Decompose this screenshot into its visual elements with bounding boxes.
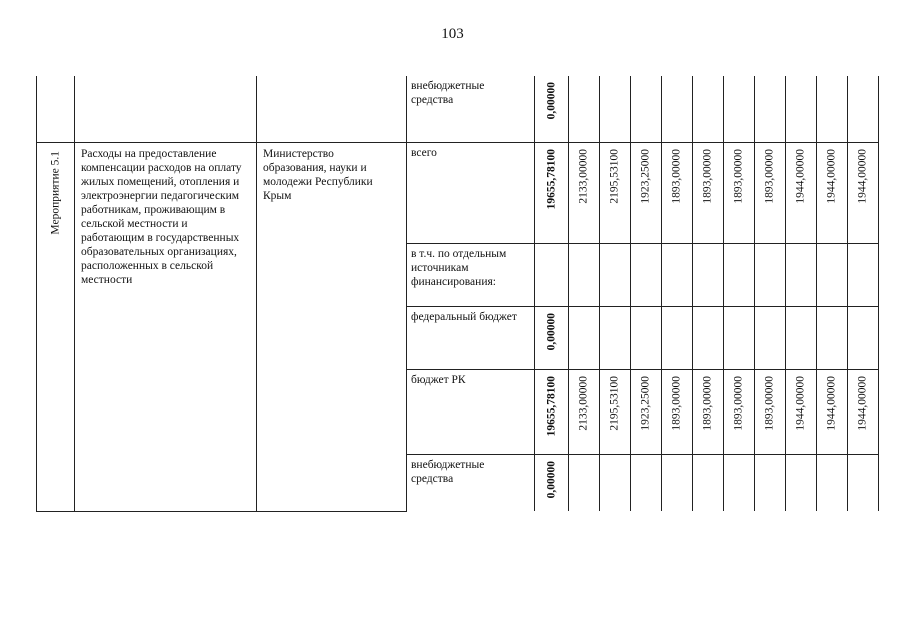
year-value: 1893,00000 [732,376,745,431]
executor-cell-continued [257,76,407,143]
year-value-cell [755,307,786,370]
total-value: 0,00000 [545,313,557,351]
total-value: 0,00000 [545,82,557,120]
source-label: в т.ч. по отдельным источникам финансирования: [411,248,507,288]
source-label: бюджет РК [411,374,466,386]
year-value-cell [693,370,724,455]
total-cell [535,76,569,143]
source-label: внебюджетные средства [411,459,485,485]
year-value-cell [662,370,693,455]
year-value: 1923,25000 [639,376,652,431]
source-cell [407,370,535,455]
source-label: внебюджетные средства [411,80,485,106]
page-number: 103 [441,26,464,42]
year-value-cell [755,143,786,244]
year-value: 1893,00000 [732,149,745,204]
year-value-cell [569,76,600,143]
year-value-cell [724,244,755,307]
total-cell [535,307,569,370]
total-value: 19655,78100 [545,149,557,210]
year-value-cell [631,455,662,512]
year-value-cell [600,143,631,244]
year-value: 1893,00000 [763,149,776,204]
year-value-cell [755,370,786,455]
year-value-cell [600,455,631,512]
year-value: 2133,00000 [577,376,590,431]
year-value-cell [786,76,817,143]
year-value-cell [693,455,724,512]
year-value-cell [786,370,817,455]
total-cell [535,143,569,244]
source-cell [407,244,535,307]
year-value-cell [600,76,631,143]
year-value: 1893,00000 [701,149,714,204]
year-value-cell [662,455,693,512]
table-row [37,76,879,143]
year-value-cell [848,370,879,455]
executor-cell [257,143,407,512]
year-value: 1944,00000 [825,376,838,431]
description-cell [75,143,257,512]
total-value: 0,00000 [545,461,557,499]
year-value-cell [631,370,662,455]
table-row [37,143,879,244]
source-label: федеральный бюджет [411,311,517,323]
year-value-cell [817,455,848,512]
total-cell [535,370,569,455]
year-value: 1893,00000 [670,376,683,431]
year-value-cell [848,455,879,512]
year-value-cell [631,76,662,143]
year-value-cell [817,244,848,307]
year-value-cell [662,307,693,370]
year-value-cell [848,307,879,370]
year-value-cell [631,307,662,370]
year-value-cell [786,455,817,512]
source-cell [407,143,535,244]
description-cell-continued [75,76,257,143]
year-value-cell [569,370,600,455]
year-value-cell [693,76,724,143]
source-cell [407,307,535,370]
year-value-cell [848,244,879,307]
year-value: 1893,00000 [670,149,683,204]
year-value-cell [848,76,879,143]
year-value: 2133,00000 [577,149,590,204]
year-value: 1944,00000 [856,149,869,204]
year-value: 2195,53100 [608,376,621,431]
year-value-cell [569,244,600,307]
year-value-cell [817,76,848,143]
year-value-cell [631,143,662,244]
year-value-cell [786,307,817,370]
year-value-cell [786,143,817,244]
source-label: всего [411,147,437,159]
year-value-cell [724,307,755,370]
year-value: 1893,00000 [763,376,776,431]
year-value-cell [724,76,755,143]
year-value-cell [569,143,600,244]
year-value-cell [848,143,879,244]
measure-cell-continued [37,76,75,143]
year-value: 1923,25000 [639,149,652,204]
year-value-cell [755,455,786,512]
year-value: 1893,00000 [701,376,714,431]
source-cell [407,76,535,143]
year-value-cell [600,370,631,455]
year-value: 1944,00000 [794,149,807,204]
year-value-cell [662,76,693,143]
year-value-cell [569,307,600,370]
year-value-cell [569,455,600,512]
year-value-cell [600,307,631,370]
year-value-cell [662,244,693,307]
total-cell [535,244,569,307]
year-value-cell [755,76,786,143]
year-value: 2195,53100 [608,149,621,204]
year-value-cell [817,370,848,455]
year-value-cell [817,307,848,370]
total-cell [535,455,569,512]
year-value-cell [600,244,631,307]
year-value-cell [817,143,848,244]
year-value: 1944,00000 [856,376,869,431]
year-value-cell [724,370,755,455]
total-value: 19655,78100 [545,376,557,437]
year-value: 1944,00000 [794,376,807,431]
year-value-cell [755,244,786,307]
year-value-cell [786,244,817,307]
year-value-cell [631,244,662,307]
executor-text: Министерство образования, науки и молодежи Республики Крым [263,148,373,202]
description-text: Расходы на предоставление компенсации расходов на оплату жилых помещений, отопления и электроэнергии педагогическим работникам, проживающим в сельской местности и работающим в государственных образовательных организациях, расположенных в сельской местности [81,148,242,286]
year-value-cell [662,143,693,244]
source-cell [407,455,535,512]
year-value: 1944,00000 [825,149,838,204]
year-value-cell [693,143,724,244]
year-value-cell [724,455,755,512]
measure-label: Мероприятие 5.1 [49,151,61,235]
year-value-cell [724,143,755,244]
measure-cell [37,143,75,512]
financing-table [36,76,879,512]
year-value-cell [693,307,724,370]
year-value-cell [693,244,724,307]
